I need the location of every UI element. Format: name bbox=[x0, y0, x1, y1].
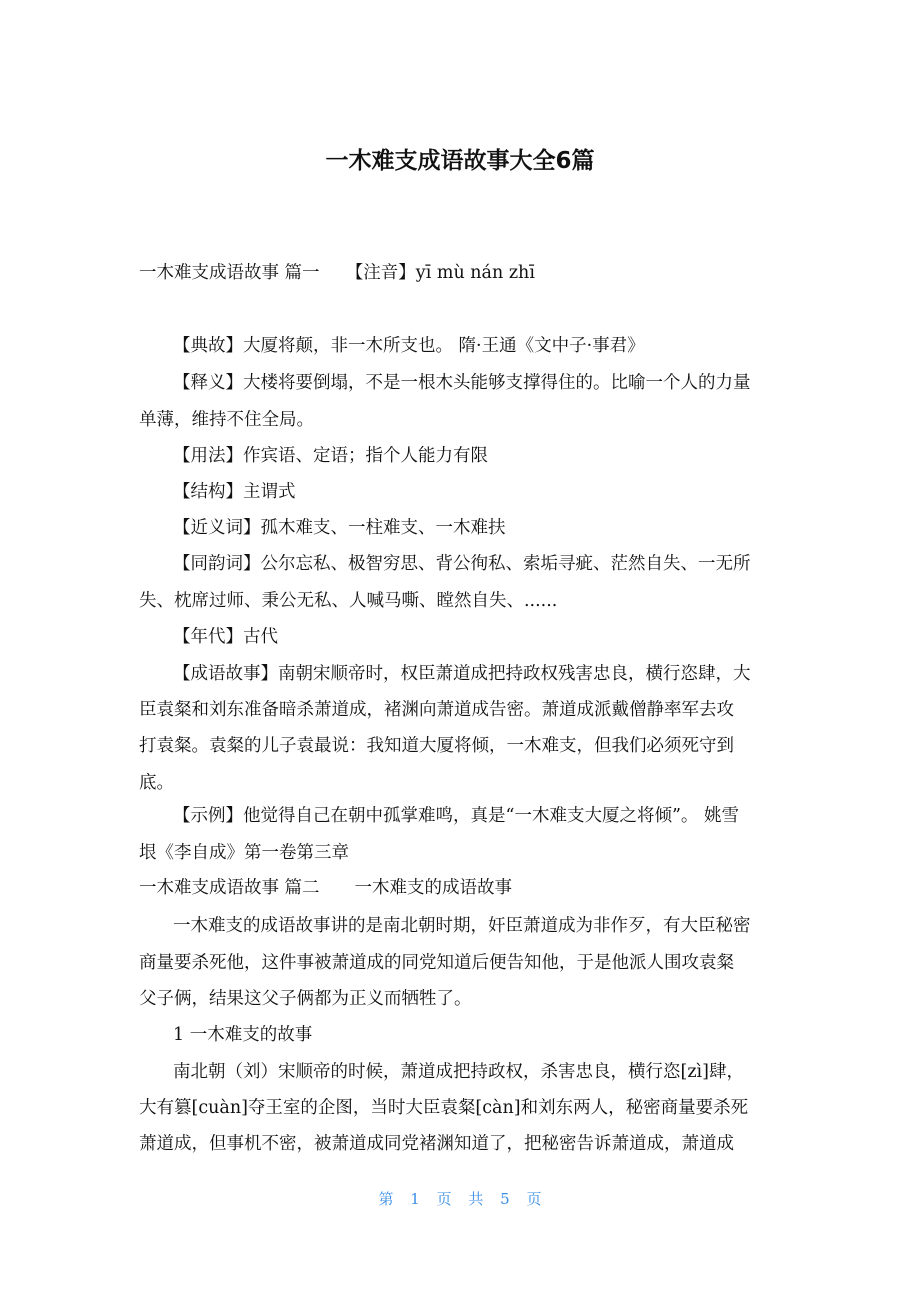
page-footer: 第 1 页 共 5 页 bbox=[378, 1190, 542, 1208]
text-line: 商量要杀死他，这件事被萧道成的同党知道后便告知他，于是他派人围攻袁粲 bbox=[139, 953, 734, 973]
text-line: 垠《李自成》第一卷第三章 bbox=[139, 843, 349, 863]
text-line: 父子俩，结果这父子俩都为正义而牺牲了。 bbox=[139, 989, 472, 1009]
text-line: 一木难支成语故事 篇一 【注音】yī mù nán zhī bbox=[139, 263, 535, 283]
text-line: 单薄，维持不住全局。 bbox=[139, 410, 314, 430]
text-line: 【近义词】孤木难支、一柱难支、一木难扶 bbox=[173, 518, 506, 538]
text-line: 1 一木难支的故事 bbox=[173, 1025, 313, 1045]
text-line: 萧道成，但事机不密，被萧道成同党褚渊知道了，把秘密告诉萧道成，萧道成 bbox=[139, 1134, 734, 1154]
text-line: 【典故】大厦将颠，非一木所支也。 隋·王通《文中子·事君》 bbox=[173, 336, 645, 356]
text-line: 【成语故事】南朝宋顺帝时，权臣萧道成把持政权残害忠良，横行恣肆，大 bbox=[173, 664, 751, 684]
text-line: 【用法】作宾语、定语；指个人能力有限 bbox=[173, 446, 488, 466]
text-line: 臣袁粲和刘东准备暗杀萧道成，褚渊向萧道成告密。萧道成派戴僧静率军去攻 bbox=[139, 700, 734, 720]
text-line: 【示例】他觉得自己在朝中孤掌难鸣，真是“一木难支大厦之将倾”。 姚雪 bbox=[173, 806, 739, 826]
text-line: 打袁粲。袁粲的儿子袁最说：我知道大厦将倾，一木难支，但我们必须死守到 bbox=[139, 736, 734, 756]
text-line: 【结构】主谓式 bbox=[173, 482, 296, 502]
text-line: 失、枕席过师、秉公无私、人喊马嘶、瞠然自失、...... bbox=[139, 591, 558, 611]
text-line: 【释义】大楼将要倒塌，不是一根木头能够支撑得住的。比喻一个人的力量 bbox=[173, 373, 751, 393]
text-line: 南北朝（刘）宋顺帝的时候，萧道成把持政权，杀害忠良，横行恣[zì]肆， bbox=[173, 1062, 744, 1082]
text-line: 一木难支的成语故事讲的是南北朝时期，奸臣萧道成为非作歹，有大臣秘密 bbox=[173, 916, 751, 936]
text-line: 底。 bbox=[139, 773, 174, 793]
text-line: 一木难支成语故事 篇二 一木难支的成语故事 bbox=[139, 878, 513, 898]
text-line: 【年代】古代 bbox=[173, 627, 278, 647]
document-title: 一木难支成语故事大全6篇 bbox=[325, 148, 595, 174]
text-line: 大有篡[cuàn]夺王室的企图，当时大臣袁粲[càn]和刘东两人，秘密商量要杀死 bbox=[139, 1098, 749, 1118]
text-line: 【同韵词】公尔忘私、极智穷思、背公徇私、索垢寻疵、茫然自失、一无所 bbox=[173, 554, 751, 574]
